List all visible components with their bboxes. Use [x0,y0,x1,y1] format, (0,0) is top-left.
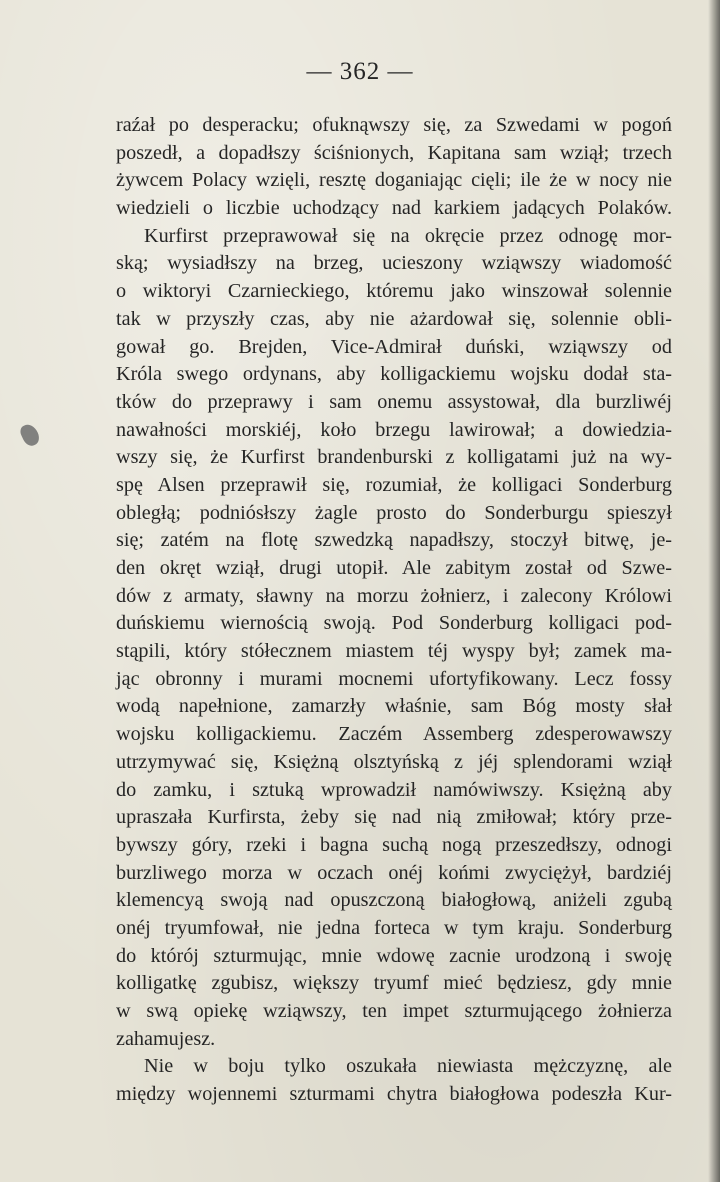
text-line: bywszy góry, rzeki i bagna suchą nogą przeszedłszy, odnogi [116,833,672,856]
text-line: wszy się, że Kurfirst brandenburski z kolligatami już na wy- [116,446,672,469]
text-line: jąc obronny i murami mocnemi ufortyfikowany. Lecz fossy [116,667,672,690]
page-edge-shadow [708,0,720,1182]
text-line: gował go. Brejden, Vice-Admirał duński, wziąwszy od [116,335,672,358]
text-line: w swą opiekę wziąwszy, ten impet szturmującego żołnierza [116,1000,672,1022]
text-line: tak w przyszły czas, aby nie ażardował się, solennie obli- [116,307,672,330]
ink-blot [18,422,42,449]
text-line: nawałności morskiéj, koło brzegu lawirował; a dowiedzia- [116,418,672,441]
text-line: stąpili, który stółecznem miastem téj wyspy był; zamek ma- [116,640,672,663]
text-line: wodą napełnione, zamarzły właśnie, sam Bóg mosty słał [116,695,672,718]
text-line: wojsku kolligackiemu. Zaczém Assemberg zdesperowawszy [116,723,672,746]
text-line: Kurfirst przeprawował się na okręcie przez odnogę mor- [144,224,672,247]
text-line: zahamujesz. [116,1027,216,1050]
text-line: ską; wysiadłszy na brzeg, ucieszony wziąwszy wiadomość [116,252,672,275]
text-line: utrzymywać się, Księżną olsztyńską z jéj splendorami wziął [116,750,672,773]
text-line: duńskiemu wiernością swoją. Pod Sonderburg kolligaci pod- [116,612,672,635]
text-line: onéj tryumfował, nie jedna forteca w tym kraju. Sonderburg [116,916,672,939]
text-line: żywcem Polacy wzięli, resztę doganiając cięli; ile że w nocy nie [116,169,672,192]
text-line: den okręt wziął, drugi utopił. Ale zabitym został od Szwe- [116,557,672,579]
text-line: do zamku, i sztuką wprowadził namówiwszy. Księżną aby [116,778,672,801]
text-line: dów z armaty, sławny na morzu żołnierz, i zalecony Królowi [116,584,672,607]
text-line: tków do przeprawy i sam onemu assystował, dla burzliwéj [116,390,672,413]
text-line: raźał po desperacku; ofuknąwszy się, za Szwedami w pogoń [116,114,672,136]
text-line: do którój szturmując, mnie wdowę zacnie urodzoną i swoję [116,944,672,967]
body-text [116,112,672,1109]
text-line: kolligatkę zgubisz, większy tryumf mieć będziesz, gdy mnie [116,972,672,995]
text-line: się; zatém na flotę szwedzką napadłszy, stoczył bitwę, je- [116,529,672,552]
text-line: o wiktoryi Czarnieckiego, któremu jako winszował solennie [116,280,672,303]
text-line: upraszała Kurfirsta, żeby się nad nią zmiłował; który prze- [116,806,672,829]
text-line: Króla swego ordynans, aby kolligackiemu wojsku dodał sta- [116,363,672,386]
text-line: wiedzieli o liczbie uchodzący nad karkiem jadących Polaków. [116,197,672,220]
text-line: poszedł, a dopadłszy ściśnionych, Kapitana sam wziął; trzech [116,141,672,164]
text-line: burzliwego morza w oczach onéj końmi zwyciężył, bardziéj [116,861,672,884]
text-line: klemencyą swoją nad opuszczoną białogłową, aniżeli zgubą [116,889,672,912]
text-line: obległą; podniósłszy żagle prosto do Sonderburgu spieszył [116,501,672,524]
text-line: Nie w boju tylko oszukała niewiasta mężczyznę, ale [144,1055,672,1078]
page-number: — 362 — [306,58,414,85]
text-line: między wojennemi szturmami chytra białogłowa podeszła Kur- [116,1083,672,1106]
text-line: spę Alsen przeprawił się, rozumiał, że kolligaci Sonderburg [116,473,672,496]
